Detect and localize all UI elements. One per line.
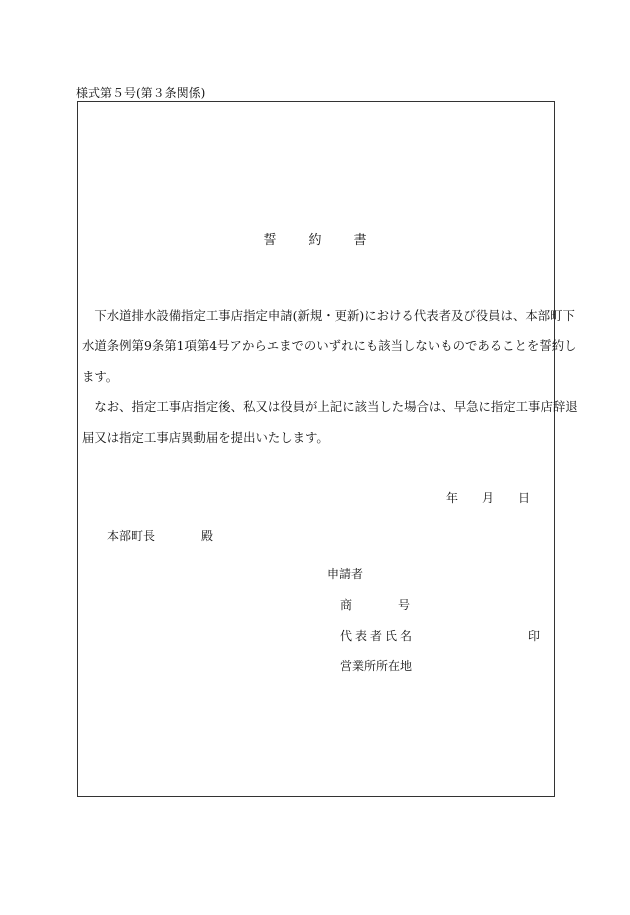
office-address-label: 営業所所在地 bbox=[340, 659, 413, 673]
trade-name-label-char-2: 号 bbox=[398, 598, 411, 612]
date-month-label: 月 bbox=[482, 491, 495, 505]
form-number: 様式第５号(第３条関係) bbox=[76, 86, 206, 100]
body-line-4: なお、指定工事店指定後、私又は役員が上記に該当した場合は、早急に指定工事店辞退 bbox=[82, 399, 578, 414]
body-line-3: ます。 bbox=[82, 369, 119, 384]
applicant-label: 申請者 bbox=[327, 567, 364, 581]
body-line-1: 下水道排水設備指定工事店指定申請(新規・更新)における代表者及び役員は、本部町下 bbox=[82, 308, 575, 323]
title-char-2: 約 bbox=[308, 233, 322, 248]
body-line-5: 届又は指定工事店異動届を提出いたします。 bbox=[82, 430, 329, 445]
seal-mark-label: 印 bbox=[528, 629, 541, 643]
body-line-2: 水道条例第9条第1項第4号アからエまでのいずれにも該当しないものであることを誓約し bbox=[82, 338, 577, 353]
form-frame bbox=[77, 101, 555, 797]
document-title bbox=[0, 229, 630, 248]
title-char-3: 書 bbox=[353, 233, 367, 248]
addressee-name: 本部町長 bbox=[107, 529, 156, 543]
trade-name-label-char-1: 商 bbox=[340, 598, 353, 612]
date-day-label: 日 bbox=[518, 491, 531, 505]
date-year-label: 年 bbox=[446, 491, 459, 505]
title-char-1: 誓 bbox=[263, 233, 277, 248]
representative-name-label: 代表者氏名 bbox=[340, 629, 416, 643]
addressee-honorific: 殿 bbox=[201, 529, 214, 543]
